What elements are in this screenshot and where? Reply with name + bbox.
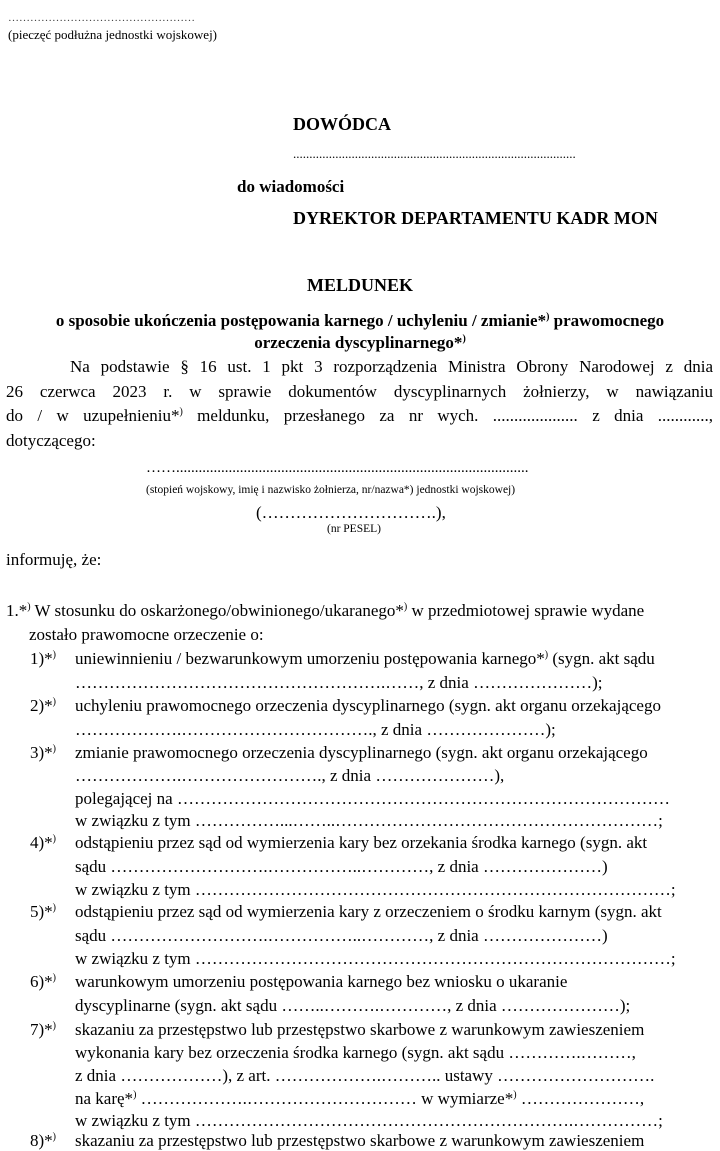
item-4-line-3: w związku z tym …………………………………………………………………………; [75,880,676,899]
item-6-line-1: warunkowym umorzeniu postępowania karnego bez wniosku o ukaranie [75,972,568,991]
item-7-line-3: z dnia ………………), z art. ……………….……….. ustawy ………………………. [75,1066,655,1085]
item-7-line-2: wykonania kary bez orzeczenia środka karnego (sygn. akt sądu ………….………, [75,1043,636,1062]
item-7-line-1: skazaniu za przestępstwo lub przestępstwo skarbowe z warunkowym zawieszeniem [75,1020,645,1039]
document-subtitle-line2: orzeczenia dyscyplinarnego*) [254,333,466,352]
pesel-fill-line: (………………………….), [256,503,446,522]
commander-fill-line: ....................................................................................... [293,146,576,161]
intro-line-3: do / w uzupełnieniu*) meldunku, przesłanego za nr wych. .................... z dnia ............, [6,406,714,425]
intro-line-2: 26 czerwca 2023 r. w sprawie dokumentów dyscyplinarnych żołnierzy, w nawiązaniu [6,382,713,401]
person-caption: (stopień wojskowy, imię i nazwisko żołnierza, nr/nazwa*) jednostki wojskowej) [146,484,516,496]
addressee-commander: DOWÓDCA [293,114,391,134]
item-3-line-2: ……………….……………………., z dnia …………………), [75,766,505,785]
inform-text: informuję, że: [6,550,102,569]
section-1-line-2: zostało prawomocne orzeczenie o: [29,625,264,644]
item-6-number: 6)*) [30,972,57,991]
item-3-line-1: zmianie prawomocnego orzeczenia dyscyplinarnego (sygn. akt organu orzekającego [75,743,648,762]
for-information-label: do wiadomości [237,177,345,196]
item-5-number: 5)*) [30,902,57,921]
item-8-number: 8)*) [30,1131,57,1150]
pesel-caption: (nr PESEL) [327,523,381,535]
section-1-line-1: 1.*) W stosunku do oskarżonego/obwinionego/ukaranego*) w przedmiotowej sprawie wydane [6,601,645,620]
item-1-number: 1)*) [30,649,57,668]
addressee-director: DYREKTOR DEPARTAMENTU KADR MON [293,208,658,228]
document-subtitle-line1: o sposobie ukończenia postępowania karnego / uchyleniu / zmianie*) prawomocnego [55,311,665,330]
stamp-caption: (pieczęć podłużna jednostki wojskowej) [8,27,218,42]
item-1-line-1: uniewinnieniu / bezwarunkowym umorzeniu postępowania karnego*) (sygn. akt sądu [75,649,655,668]
item-5-line-2: sądu ……………………….……………..…………, z dnia …………………) [75,926,608,945]
item-5-line-3: w związku z tym …………………………………………………………………………; [75,949,676,968]
item-3-number: 3)*) [30,743,57,762]
intro-line-1: Na podstawie § 16 ust. 1 pkt 3 rozporządzenia Ministra Obrony Narodowej z dnia [70,357,713,376]
item-6-line-2: dyscyplinarne (sygn. akt sądu ……..……….…………, z dnia …………………); [75,996,631,1015]
item-8-line-1: skazaniu za przestępstwo lub przestępstwo skarbowe z warunkowym zawieszeniem [75,1131,645,1150]
item-4-line-2: sądu ……………………….……………..…………, z dnia …………………) [75,857,608,876]
item-3-line-3: polegającej na …………………………………………………………………………… [75,789,670,808]
stamp-dotted-line: …………………………………………… [8,12,195,24]
item-2-number: 2)*) [30,696,57,715]
item-4-number: 4)*) [30,833,57,852]
item-2-line-2: ……………….……………………………., z dnia …………………); [75,720,556,739]
item-2-line-1: uchyleniu prawomocnego orzeczenia dyscyplinarnego (sygn. akt organu orzekającego [75,696,661,715]
item-1-line-2: ……………………………………………….……, z dnia …………………); [75,673,603,692]
intro-line-4: dotyczącego: [6,431,96,450]
item-4-line-1: odstąpieniu przez sąd od wymierzenia kary bez orzekania środka karnego (sygn. akt [75,833,648,852]
item-7-line-4: na karę*) ……………….………………………… w wymiarze*) …………………, [75,1089,645,1108]
person-fill-line: …….............................................................................................. [146,460,529,476]
document-title: MELDUNEK [306,275,413,295]
item-3-line-4: w związku z tym ……………...……..…………………………………………………; [75,811,663,830]
item-5-line-1: odstąpieniu przez sąd od wymierzenia kary z orzeczeniem o środku karnym (sygn. akt [75,902,662,921]
item-7-line-5: w związku z tym ………………………………………………………….……………; [75,1111,663,1130]
item-7-number: 7)*) [30,1020,57,1039]
